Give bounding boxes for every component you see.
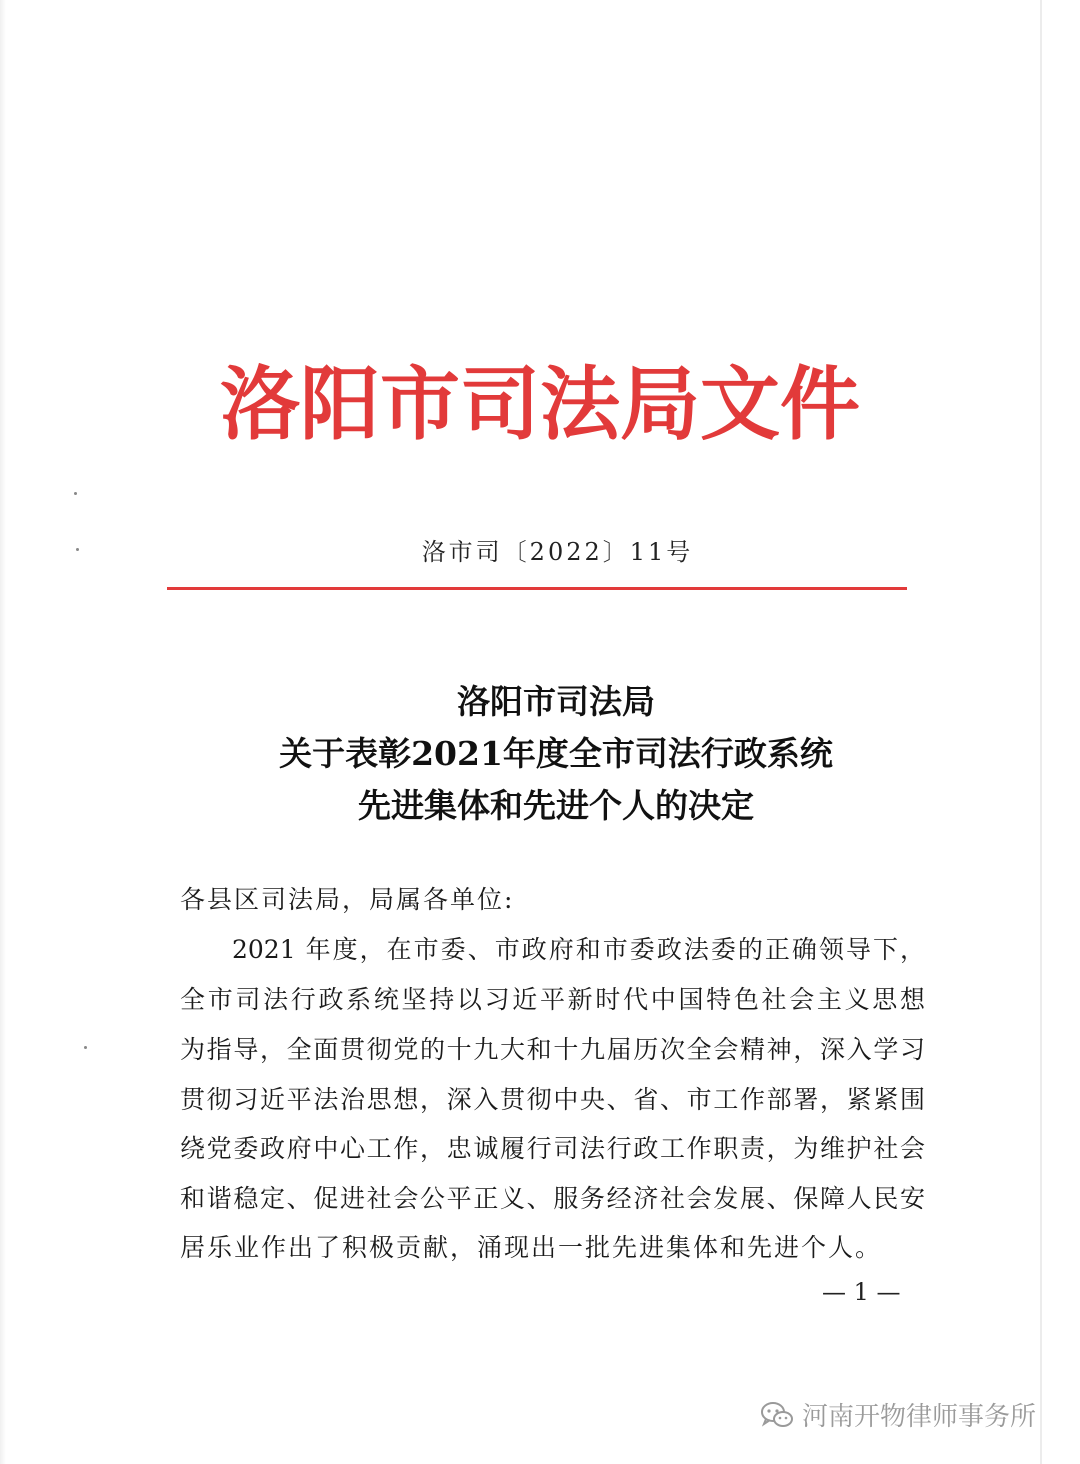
document-number: 洛市司〔2022〕11号 xyxy=(421,538,694,566)
body-line: 绕党委政府中心工作，忠诚履行司法行政工作职责，为维护社会 xyxy=(180,1134,925,1163)
watermark xyxy=(760,1396,1036,1433)
body-line: 贯彻习近平法治思想，深入贯彻中央、省、市工作部署，紧紧围 xyxy=(180,1085,925,1114)
body-line: 2021 年度，在市委、市政府和市委政法委的正确领导下， xyxy=(232,935,925,964)
scan-speck xyxy=(84,1046,87,1049)
document-title-line-1: 洛阳市司法局 xyxy=(457,682,655,721)
salutation: 各县区司法局，局属各单位: xyxy=(180,885,515,914)
body-line: 全市司法行政系统坚持以习近平新时代中国特色社会主义思想 xyxy=(180,985,925,1014)
watermark-text: 河南开物律师事务所 xyxy=(802,1402,1037,1432)
document-title-line-2: 关于表彰2021年度全市司法行政系统 xyxy=(279,734,833,773)
document-header-title: 洛阳市司法局文件 xyxy=(220,358,860,451)
body-line: 为指导，全面贯彻党的十九大和十九届历次全会精神，深入学习 xyxy=(180,1035,925,1064)
red-separator-rule xyxy=(167,587,907,590)
page-number: — 1 — xyxy=(822,1278,901,1306)
body-line: 居乐业作出了积极贡献，涌现出一批先进集体和先进个人。 xyxy=(180,1233,883,1262)
wechat-icon xyxy=(760,1400,794,1430)
body-line: 和谐稳定、促进社会公平正义、服务经济社会发展、保障人民安 xyxy=(180,1184,925,1213)
scan-speck xyxy=(74,492,77,495)
document-title-line-3: 先进集体和先进个人的决定 xyxy=(358,786,754,825)
